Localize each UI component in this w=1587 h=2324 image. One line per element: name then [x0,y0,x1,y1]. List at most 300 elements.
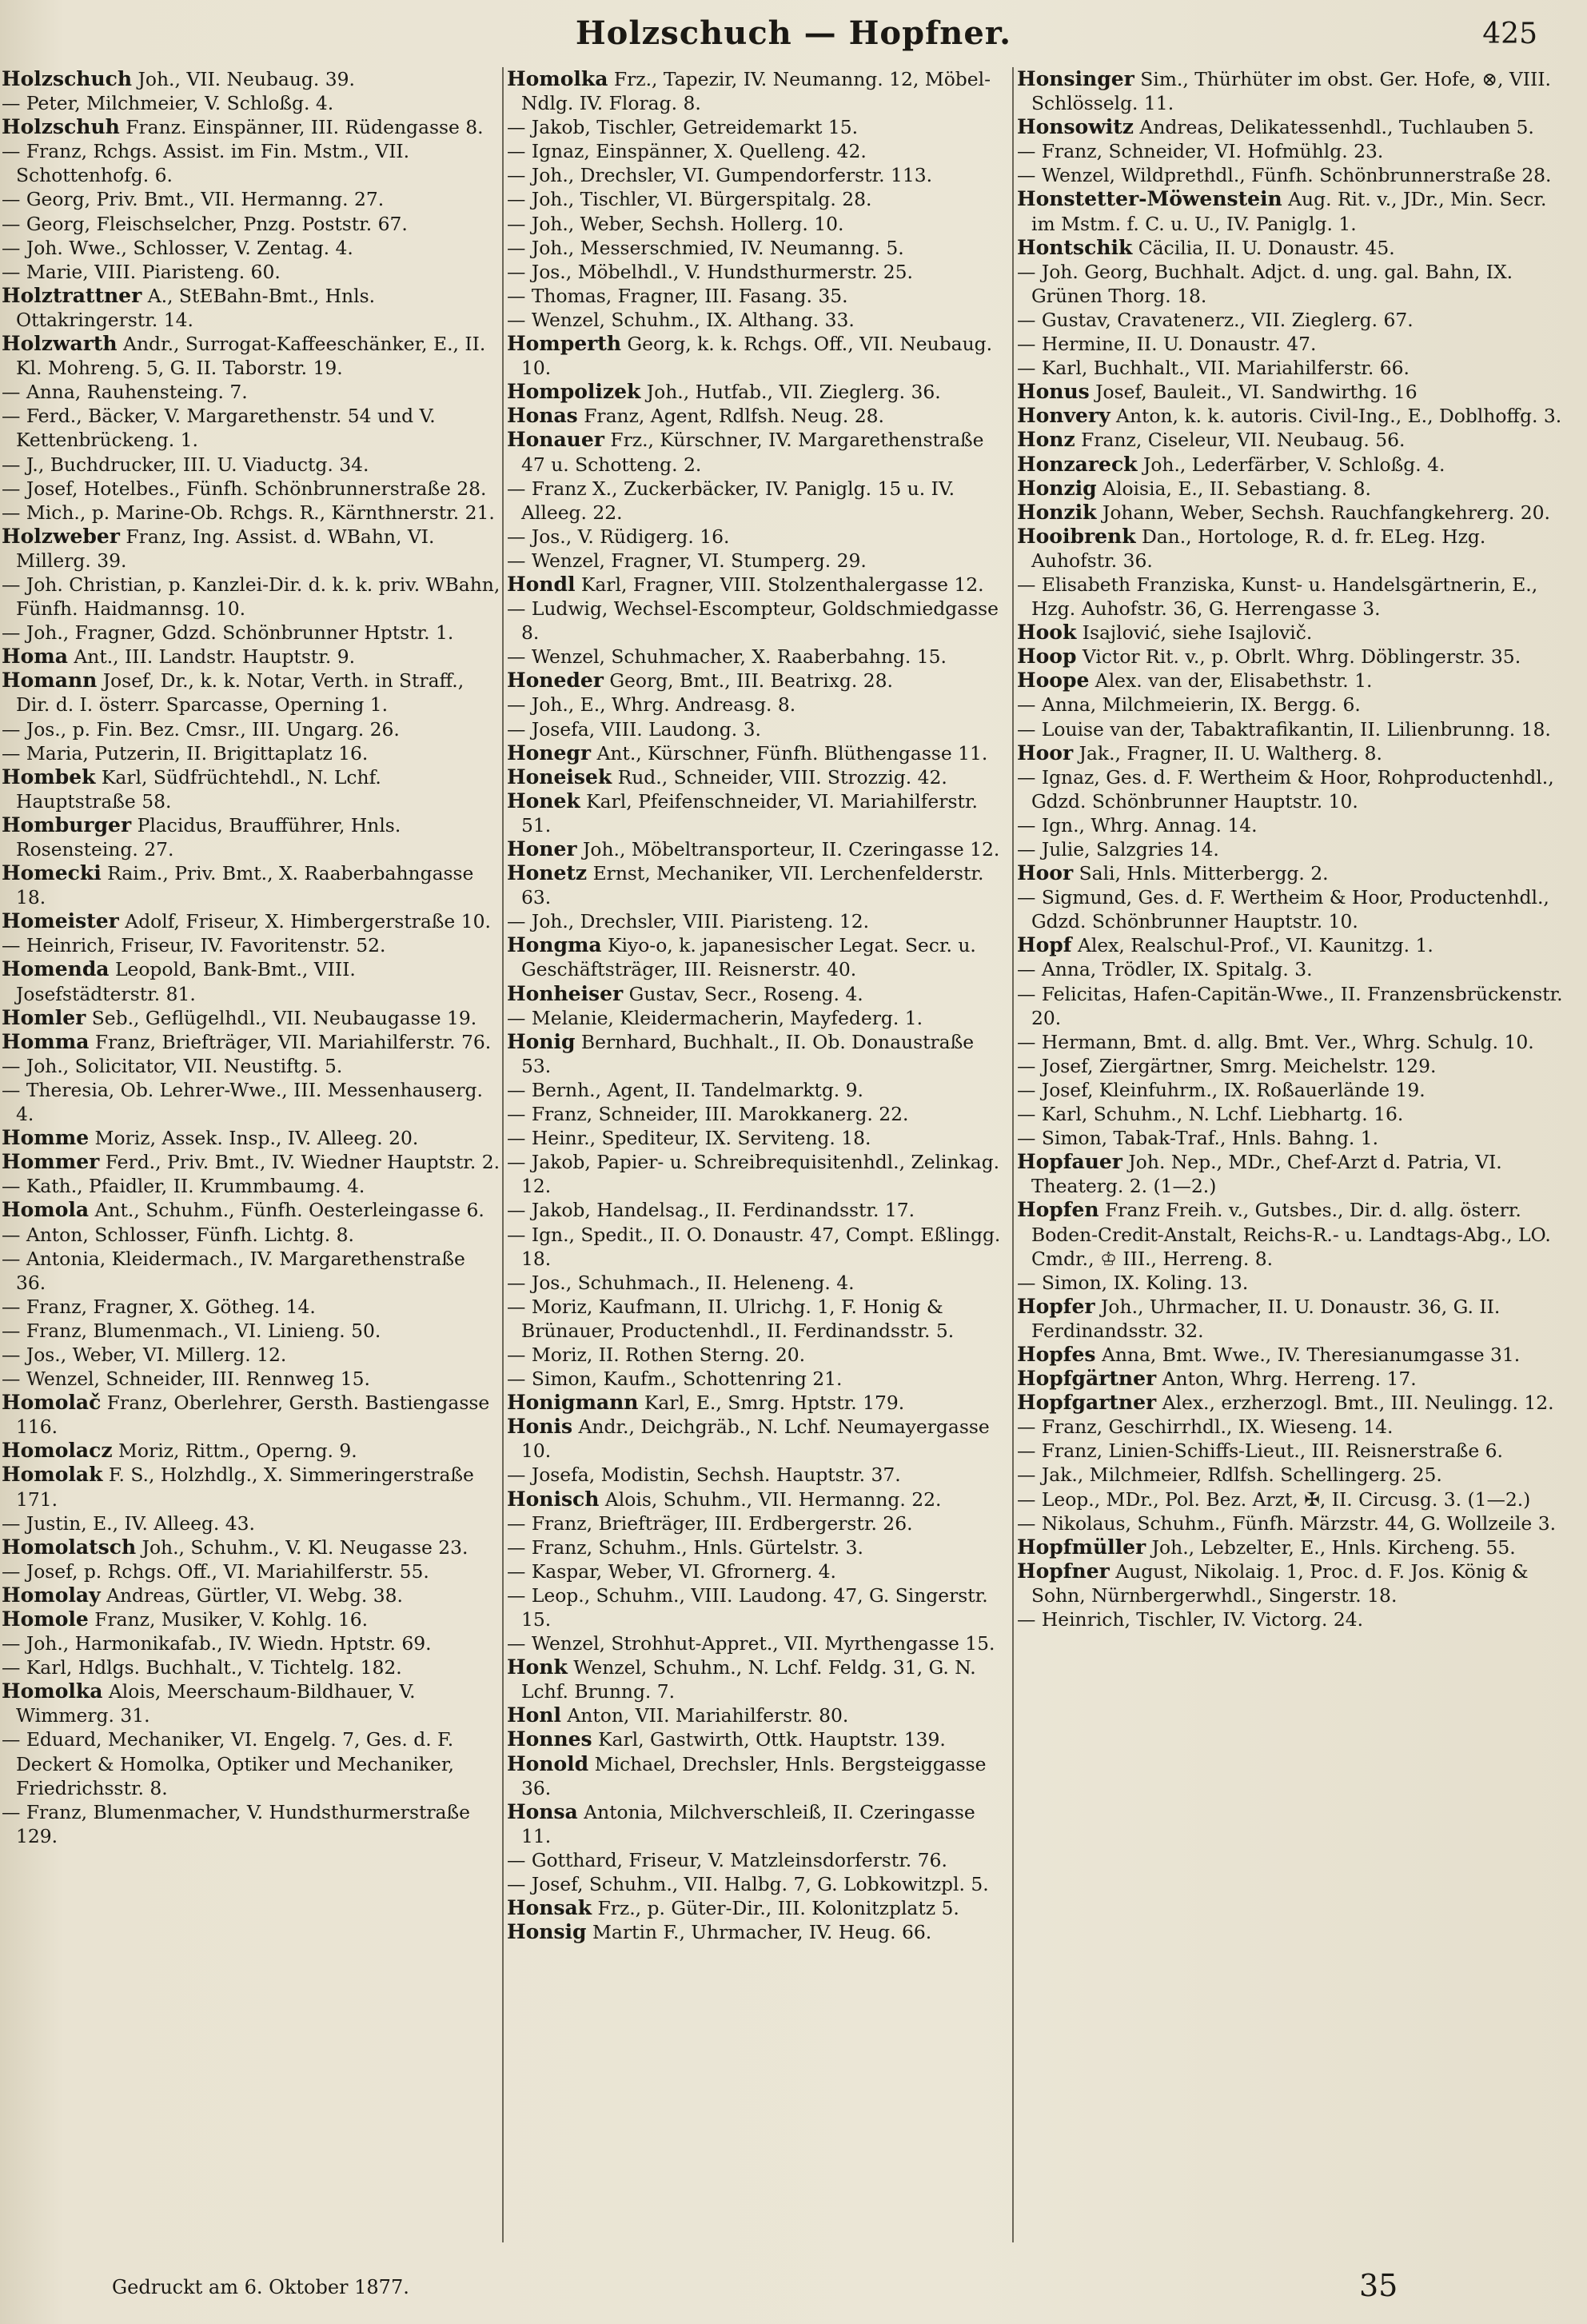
entry-details: Adolf, Friseur, X. Himbergerstraße 10. [125,910,491,933]
entry-details: — Franz, Linien-Schiffs-Lieut., III. Reisnerstraße 6. [1017,1440,1503,1463]
directory-entry [2,1800,500,1848]
entry-details: — Jak., Milchmeier, Rdlfsh. Schellingerg. 25. [1017,1463,1442,1487]
directory-entry [1017,1078,1569,1102]
entry-details: — Josef, Ziergärtner, Smrg. Meichelstr. 129. [1017,1054,1437,1077]
directory-entry [2,1439,500,1463]
directory-entry [507,67,1009,115]
entry-details: F. S., Holzhdlg., X. Simmeringerstraße 171. [16,1463,474,1511]
entry-details: Raim., Priv. Bmt., X. Raaberbahngasse 18. [16,862,474,909]
entry-details: — Wenzel, Wildprethdl., Fünfh. Schönbrunnerstraße 28. [1017,164,1552,187]
entry-details: — Ignaz, Einspänner, X. Quelleng. 42. [507,140,867,163]
directory-entry [2,525,500,573]
entry-details: Georg, Bmt., III. Beatrixg. 28. [609,669,893,693]
entry-details: — Melanie, Kleidermacherin, Mayfederg. 1. [507,1006,923,1029]
entry-details: — Hermann, Bmt. d. allg. Bmt. Ver., Whrg. Schulg. 10. [1017,1030,1534,1053]
directory-entry [2,1030,500,1054]
entry-details: Ant., Kürschner, Fünfh. Blüthengasse 11. [596,741,988,765]
directory-entry [1017,380,1569,404]
entry-details: — Jos., p. Fin. Bez. Cmsr., III. Ungarg. 26. [2,717,400,741]
entry-surname: Hoope [1017,669,1090,693]
entry-surname: Honheiser [507,981,624,1005]
entry-surname: Homole [2,1607,89,1631]
entry-details: — Simon, Kaufm., Schottenring 21. [507,1368,843,1391]
entry-surname: Hoor [1017,741,1074,765]
directory-entry [507,115,1009,139]
column-2 [507,67,1009,2258]
entry-details: Franz, Musiker, V. Kohlg. 16. [94,1608,369,1631]
column-divider [502,67,504,2242]
directory-entry [1017,933,1569,957]
entry-details: — Maria, Putzerin, II. Brigittaplatz 16. [2,741,369,765]
entry-details: Sali, Hnls. Mitterbergg. 2. [1079,862,1329,885]
column-3 [1017,67,1569,2258]
entry-details: Andreas, Delikatessenhdl., Tuchlauben 5. [1139,116,1534,139]
entry-details: — Joh., Harmonikafab., IV. Wiedn. Hptstr. 69. [2,1632,432,1655]
directory-entry [507,1511,1009,1535]
directory-entry [507,1391,1009,1415]
entry-details: — Moriz, Kaufmann, II. Ulrichg. 1, F. Honig & Brünauer, Productenhdl., II. Ferdinandsstr. 5. [507,1295,955,1342]
directory-entry [507,717,1009,741]
entry-details: — Simon, IX. Koling. 13. [1017,1271,1249,1294]
entry-details: — Franz, Blumenmacher, V. Hundsthurmerstraße 129. [2,1800,470,1847]
directory-entry [1017,260,1569,308]
directory-entry [1017,308,1569,332]
directory-entry [2,669,500,717]
entry-details: Johann, Weber, Sechsh. Rauchfangkehrerg. 20. [1102,501,1550,524]
entry-details: Anton, VII. Mariahilferstr. 80. [567,1704,849,1727]
directory-entry [2,380,500,404]
entry-details: Josef, Dr., k. k. Notar, Verth. in Straff., Dir. d. I. österr. Sparcasse, Operning 1. [16,669,465,717]
entry-details: Franz. Einspänner, III. Rüdengasse 8. [126,116,484,139]
entry-details: Gustav, Secr., Roseng. 4. [628,982,863,1005]
entry-details: — Jakob, Handelsag., II. Ferdinandsstr. 17. [507,1199,915,1222]
directory-entry [1017,837,1569,861]
entry-surname: Hopfen [1017,1198,1099,1222]
directory-entry [2,67,500,91]
directory-entry [507,260,1009,284]
directory-entry [2,909,500,933]
directory-entry [2,1367,500,1391]
entry-surname: Homme [2,1126,90,1150]
directory-entry [2,404,500,452]
directory-entry [507,1078,1009,1102]
entry-details: — Leop., MDr., Pol. Bez. Arzt, ✠, II. Circusg. 3. (1—2.) [1017,1487,1531,1511]
entry-details: Franz, Briefträger, VII. Mariahilferstr. 76. [94,1030,492,1053]
column-divider [1012,67,1014,2242]
entry-surname: Honsak [507,1896,592,1920]
directory-entry [1017,1126,1569,1150]
entry-details: — Bernh., Agent, II. Tandelmarktg. 9. [507,1078,863,1101]
entry-details: Moriz, Assek. Insp., IV. Alleeg. 20. [94,1127,419,1150]
entry-details: — Ludwig, Wechsel-Escompteur, Goldschmiedgasse 8. [507,597,999,645]
entry-surname: Holztrattner [2,283,142,307]
entry-details: Seb., Geflügelhdl., VII. Neubaugasse 19. [91,1006,477,1029]
entry-surname: Hombek [2,765,96,789]
directory-entry [2,332,500,380]
entry-surname: Hopfmüller [1017,1535,1146,1559]
entry-details: Franz, Agent, Rdlfsh. Neug. 28. [584,405,884,428]
entry-surname: Homann [2,669,98,693]
directory-entry [507,139,1009,163]
entry-details: — Anna, Milchmeierin, IX. Bergg. 6. [1017,693,1361,717]
directory-entry [2,236,500,260]
directory-entry [2,1150,500,1174]
directory-entry [507,1223,1009,1271]
entry-details: Aloisia, E., II. Sebastiang. 8. [1103,477,1371,500]
directory-entry [2,139,500,187]
page-title: Holzschuch — Hopfner. [575,14,1012,52]
directory-entry [2,1631,500,1655]
entry-surname: Hooibrenk [1017,524,1136,548]
entry-surname: Honzig [1017,476,1097,500]
entry-surname: Honnes [507,1727,592,1751]
directory-entry [1017,885,1569,933]
entry-surname: Hopfgartner [1017,1391,1157,1415]
entry-surname: Honzareck [1017,452,1138,476]
entry-details: — Josefa, VIII. Laudong. 3. [507,717,761,741]
entry-details: — Josef, Schuhm., VII. Halbg. 7, G. Lobkowitzpl. 5. [507,1873,989,1896]
entry-surname: Homolacz [2,1439,113,1463]
directory-entry [507,909,1009,933]
sheet-number: 35 [1359,2268,1398,2303]
entry-surname: Honstetter-Möwenstein [1017,187,1282,211]
entry-details: — Karl, Hdlgs. Buchhalt., V. Tichtelg. 182. [2,1656,402,1679]
entry-details: — Wenzel, Strohhut-Appret., VII. Myrthengasse 15. [507,1632,995,1655]
directory-entry [2,1126,500,1150]
directory-entry [1017,1198,1569,1270]
directory-entry [2,1295,500,1319]
directory-entry [507,1463,1009,1487]
entry-details: Jak., Fragner, II. U. Waltherg. 8. [1079,741,1382,765]
entry-details: Alois, Schuhm., VII. Hermanng. 22. [604,1487,942,1511]
entry-surname: Homperth [507,332,622,356]
entry-surname: Hopfes [1017,1342,1096,1366]
entry-details: Joh., Hutfab., VII. Zieglerg. 36. [646,381,941,404]
entry-details: Alex., erzherzogl. Bmt., III. Neulingg. 12. [1162,1392,1554,1415]
directory-entry [1017,236,1569,260]
directory-entry [1017,187,1569,235]
directory-entry [507,1150,1009,1198]
directory-entry [2,621,500,645]
entry-details: — Georg, Priv. Bmt., VII. Hermanng. 27. [2,188,385,211]
directory-entry [1017,1295,1569,1343]
directory-entry [507,549,1009,573]
directory-entry [507,933,1009,981]
entry-details: — Josef, Kleinfuhrm., IX. Roßauerlände 19. [1017,1078,1426,1101]
entry-details: — Kaspar, Weber, VI. Gfrornerg. 4. [507,1559,836,1583]
entry-details: — Joh., Messerschmied, IV. Neumanng. 5. [507,236,904,259]
directory-entry [507,163,1009,187]
entry-details: — J., Buchdrucker, III. U. Viaductg. 34. [2,453,369,476]
directory-entry [507,404,1009,428]
entry-details: — Wenzel, Schuhm., IX. Althang. 33. [507,308,855,331]
directory-entry [1017,645,1569,669]
directory-entry [1017,621,1569,645]
directory-entry [1017,1511,1569,1535]
directory-entry [1017,163,1569,187]
entry-surname: Honsa [507,1799,578,1823]
directory-entry [507,741,1009,765]
entry-details: August, Nikolaig. 1, Proc. d. F. Jos. König & Sohn, Nürnbergerwhdl., Singerstr. 18. [1031,1559,1529,1607]
entry-details: Michael, Drechsler, Hnls. Bergsteiggasse 36. [521,1752,987,1799]
entry-details: — Jos., V. Rüdigerg. 16. [507,525,730,548]
directory-entry [1017,428,1569,452]
entry-surname: Hopfner [1017,1559,1110,1583]
entry-details: — Simon, Tabak-Traf., Hnls. Bahng. 1. [1017,1127,1379,1150]
entry-surname: Hopfauer [1017,1150,1122,1174]
entry-surname: Honsowitz [1017,115,1134,139]
entry-surname: Honis [507,1415,573,1439]
directory-entry [2,1535,500,1559]
directory-entry [507,1703,1009,1727]
entry-details: Franz Freih. v., Gutsbes., Dir. d. allg. österr. Boden-Credit-Anstalt, Reichs-R.- u. Landtags-Abg., LO. Cmdr., ♔ III., Herreng. 8. [1031,1199,1551,1270]
entry-details: — Joh. Wwe., Schlosser, V. Zentag. 4. [2,236,353,259]
directory-entry [1017,982,1569,1030]
directory-entry [1017,1367,1569,1391]
entry-details: — Leop., Schuhm., VIII. Laudong. 47, G. Singerstr. 15. [507,1583,988,1631]
entry-surname: Hopfer [1017,1294,1095,1318]
entry-details: Isajlović, siehe Isajlovič. [1082,621,1313,645]
entry-details: — Jos., Weber, VI. Millerg. 12. [2,1343,287,1366]
directory-entry [2,741,500,765]
directory-entry [1017,741,1569,765]
entry-details: — Thomas, Fragner, III. Fasang. 35. [507,284,848,307]
directory-entry [2,1223,500,1247]
entry-surname: Hongma [507,933,602,957]
entry-details: Josef, Bauleit., VI. Sandwirthg. 16 [1095,381,1418,404]
entry-surname: Homa [2,645,68,669]
directory-entry [507,765,1009,789]
entry-details: Ant., Schuhm., Fünfh. Oesterleingasse 6. [94,1199,484,1222]
entry-details: — Heinrich, Friseur, IV. Favoritenstr. 52. [2,934,386,957]
directory-entry [2,501,500,525]
entry-surname: Holzschuch [2,67,133,90]
entry-details: — Moriz, II. Rothen Sterng. 20. [507,1343,806,1366]
entry-details: Wenzel, Schuhm., N. Lchf. Feldg. 31, G. N. Lchf. Brunng. 7. [521,1656,976,1703]
entry-details: Karl, Pfeifenschneider, VI. Mariahilferstr. 51. [521,789,978,837]
print-date-note: Gedruckt am 6. Oktober 1877. [112,2276,409,2298]
entry-details: — Joh., Tischler, VI. Bürgerspitalg. 28. [507,188,872,211]
directory-entry [507,837,1009,861]
directory-entry [1017,813,1569,837]
entry-details: Alois, Meerschaum-Bildhauer, V. Wimmerg. 31. [16,1680,416,1727]
entry-surname: Honold [507,1751,589,1775]
directory-entry [2,1006,500,1030]
directory-entry [1017,1054,1569,1078]
directory-entry [507,1535,1009,1559]
entry-details: Anton, Whrg. Herreng. 17. [1162,1368,1417,1391]
entry-details: — Eduard, Mechaniker, VI. Engelg. 7, Ges. d. F. Deckert & Homolka, Optiker und Mechaniker, Friedrichsstr. 8. [2,1728,454,1799]
entry-details: — Julie, Salzgries 14. [1017,838,1219,861]
entry-details: — Franz, Fragner, X. Götheg. 14. [2,1295,316,1318]
directory-entry [507,236,1009,260]
entry-details: Sim., Thürhüter im obst. Ger. Hofe, ⊗, VIII. Schlösselg. 11. [1031,68,1551,115]
entry-details: — Wenzel, Fragner, VI. Stumperg. 29. [507,549,867,572]
entry-details: Frz., Tapezir, IV. Neumanng. 12, Möbel-Ndlg. IV. Florag. 8. [521,68,991,115]
directory-entry [1017,525,1569,573]
directory-entry [2,1343,500,1367]
page-header [0,14,1587,62]
directory-entry [507,1102,1009,1126]
entry-surname: Honeisek [507,765,612,789]
entry-details: — Heinr., Spediteur, IX. Serviteng. 18. [507,1127,871,1150]
directory-entry [507,789,1009,837]
entry-surname: Homola [2,1198,90,1222]
entry-details: Placidus, Braufführer, Hnls. Rosensteing. 27. [16,813,401,861]
entry-details: Rud., Schneider, VIII. Strozzig. 42. [617,765,947,789]
entry-surname: Honsinger [1017,67,1134,90]
entry-details: — Peter, Milchmeier, V. Schloßg. 4. [2,92,334,115]
directory-entry [507,1367,1009,1391]
entry-details: — Franz, Schneider, VI. Hofmühlg. 23. [1017,140,1384,163]
directory-entry [507,1271,1009,1295]
entry-details: Karl, E., Smrg. Hptstr. 179. [644,1392,905,1415]
directory-entry [2,1607,500,1631]
directory-entry [507,669,1009,693]
entry-surname: Homolak [2,1463,103,1487]
entry-details: Georg, k. k. Rchgs. Off., VII. Neubaug. 10. [521,333,993,380]
entry-surname: Hoop [1017,645,1077,669]
entry-details: Ferd., Priv. Bmt., IV. Wiedner Hauptstr. 2. [105,1151,500,1174]
entry-details: Andr., Surrogat-Kaffeeschänker, E., II. Kl. Mohreng. 5, G. II. Taborstr. 19. [16,333,486,380]
directory-entry [507,1800,1009,1848]
entry-details: — Jakob, Tischler, Getreidemarkt 15. [507,116,859,139]
directory-entry [507,1487,1009,1511]
entry-details: Karl, Südfrüchtehdl., N. Lchf. Hauptstraße 58. [16,765,381,813]
directory-entry [1017,404,1569,428]
entry-details: — Joh., Weber, Sechsh. Hollerg. 10. [507,212,844,235]
entry-details: Victor Rit. v., p. Obrlt. Whrg. Döblingerstr. 35. [1082,645,1521,669]
entry-surname: Homenda [2,957,110,981]
entry-surname: Homburger [2,813,132,837]
entry-surname: Hopf [1017,933,1072,957]
entry-details: — Franz, Rchgs. Assist. im Fin. Mstm., VII. Schottenhofg. 6. [2,140,410,187]
directory-entry [507,284,1009,308]
directory-entry [507,1559,1009,1583]
entry-details: — Joh., Fragner, Gdzd. Schönbrunner Hptstr. 1. [2,621,454,645]
entry-details: Joh. Nep., MDr., Chef-Arzt d. Patria, VI. Theaterg. 2. (1—2.) [1031,1151,1502,1198]
directory-entry [2,957,500,1005]
entry-details: — Josefa, Modistin, Sechsh. Hauptstr. 37. [507,1463,901,1487]
directory-entry [1017,1030,1569,1054]
directory-entry [1017,67,1569,115]
directory-entry [1017,1439,1569,1463]
directory-entry [1017,1415,1569,1439]
entry-details: Ant., III. Landstr. Hauptstr. 9. [74,645,356,669]
directory-entry [1017,1559,1569,1607]
directory-entry [1017,1102,1569,1126]
directory-entry [507,1631,1009,1655]
entry-details: — Joh., Drechsler, VI. Gumpendorferstr. 113. [507,164,933,187]
entry-surname: Honer [507,837,577,861]
directory-entry [507,525,1009,549]
entry-details: Alex. van der, Elisabethstr. 1. [1095,669,1373,693]
entry-details: — Joh., Solicitator, VII. Neustiftg. 5. [2,1054,343,1077]
entry-details: Franz, Oberlehrer, Gersth. Bastiengasse 116. [16,1392,490,1439]
entry-details: Aug. Rit. v., JDr., Min. Secr. im Mstm. f. C. u. U., IV. Paniglg. 1. [1031,188,1547,235]
directory-entry [1017,717,1569,741]
directory-entry [2,1463,500,1511]
directory-entry [507,1030,1009,1078]
directory-entry [507,1343,1009,1367]
directory-entry [507,982,1009,1006]
entry-details: Dan., Hortologe, R. d. fr. ELeg. Hzg. Auhofstr. 36. [1031,525,1486,572]
entry-surname: Homler [2,1005,86,1029]
entry-details: — Joh., Drechsler, VIII. Piaristeng. 12. [507,910,870,933]
entry-surname: Honigmann [507,1391,639,1415]
entry-surname: Homolka [507,67,608,90]
entry-details: Andreas, Gürtler, VI. Webg. 38. [106,1583,403,1607]
entry-surname: Holzweber [2,524,120,548]
entry-surname: Homolka [2,1679,103,1703]
entry-details: Andr., Deichgräb., N. Lchf. Neumayergasse 10. [521,1416,990,1463]
entry-details: Karl, Gastwirth, Ottk. Hauptstr. 139. [598,1728,946,1751]
directory-entry [1017,1535,1569,1559]
entry-surname: Hontschik [1017,235,1133,259]
entry-surname: Honauer [507,428,604,452]
directory-entry [1017,356,1569,380]
directory-entry [1017,1391,1569,1415]
directory-entry [2,91,500,115]
entry-details: — Heinrich, Tischler, IV. Victorg. 24. [1017,1608,1364,1631]
directory-entry [2,861,500,909]
entry-details: — Antonia, Kleidermach., IV. Margarethenstraße 36. [2,1247,465,1294]
directory-entry [507,1006,1009,1030]
entry-surname: Honetz [507,861,588,885]
entry-surname: Honig [507,1029,576,1053]
directory-entry [507,332,1009,380]
entry-details: Joh., Schuhm., V. Kl. Neugasse 23. [142,1535,469,1559]
directory-entry [507,187,1009,211]
directory-entry [507,1848,1009,1872]
directory-entry [1017,573,1569,621]
directory-entry [2,1655,500,1679]
directory-entry [507,1415,1009,1463]
directory-entry [2,477,500,501]
directory-entry [1017,1343,1569,1367]
entry-details: — Joh., E., Whrg. Andreasg. 8. [507,693,796,717]
directory-entry [1017,1607,1569,1631]
entry-surname: Honek [507,789,580,813]
entry-details: Franz, Ciseleur, VII. Neubaug. 56. [1081,429,1406,452]
entry-details: — Louise van der, Tabaktrafikantin, II. Lilienbrunng. 18. [1017,717,1551,741]
entry-details: Antonia, Milchverschleiß, II. Czeringasse 11. [521,1800,975,1847]
entry-surname: Honz [1017,428,1075,452]
directory-entry [2,1174,500,1198]
directory-entry [1017,957,1569,981]
entry-details: A., StEBahn-Bmt., Hnls. Ottakringerstr. 14. [16,284,376,331]
entry-details: Alex, Realschul-Prof., VI. Kaunitzg. 1. [1077,934,1433,957]
entry-surname: Hompolizek [507,380,641,404]
directory-entry [1017,115,1569,139]
directory-entry [1017,1271,1569,1295]
directory-entry [1017,1487,1569,1511]
entry-details: — Georg, Fleischselcher, Pnzg. Poststr. 67. [2,212,408,235]
entry-details: Bernhard, Buchhalt., II. Ob. Donaustraße 53. [521,1030,975,1077]
entry-details: — Ign., Whrg. Annag. 14. [1017,813,1258,837]
directory-entry [1017,669,1569,693]
directory-entry [507,1727,1009,1751]
entry-surname: Hopfgärtner [1017,1367,1157,1391]
entry-surname: Hook [1017,621,1077,645]
entry-details: Cäcilia, II. U. Donaustr. 45. [1138,236,1395,259]
entry-details: Anton, k. k. autoris. Civil-Ing., E., Doblhoffg. 3. [1116,405,1562,428]
entry-details: — Jos., Möbelhdl., V. Hundsthurmerstr. 25. [507,260,913,283]
entry-surname: Hondl [507,572,576,596]
directory-entry [507,645,1009,669]
column-1 [2,67,500,2258]
entry-details: — Sigmund, Ges. d. F. Wertheim & Hoor, Productenhdl., Gdzd. Schönbrunner Hauptstr. 10. [1017,886,1549,933]
